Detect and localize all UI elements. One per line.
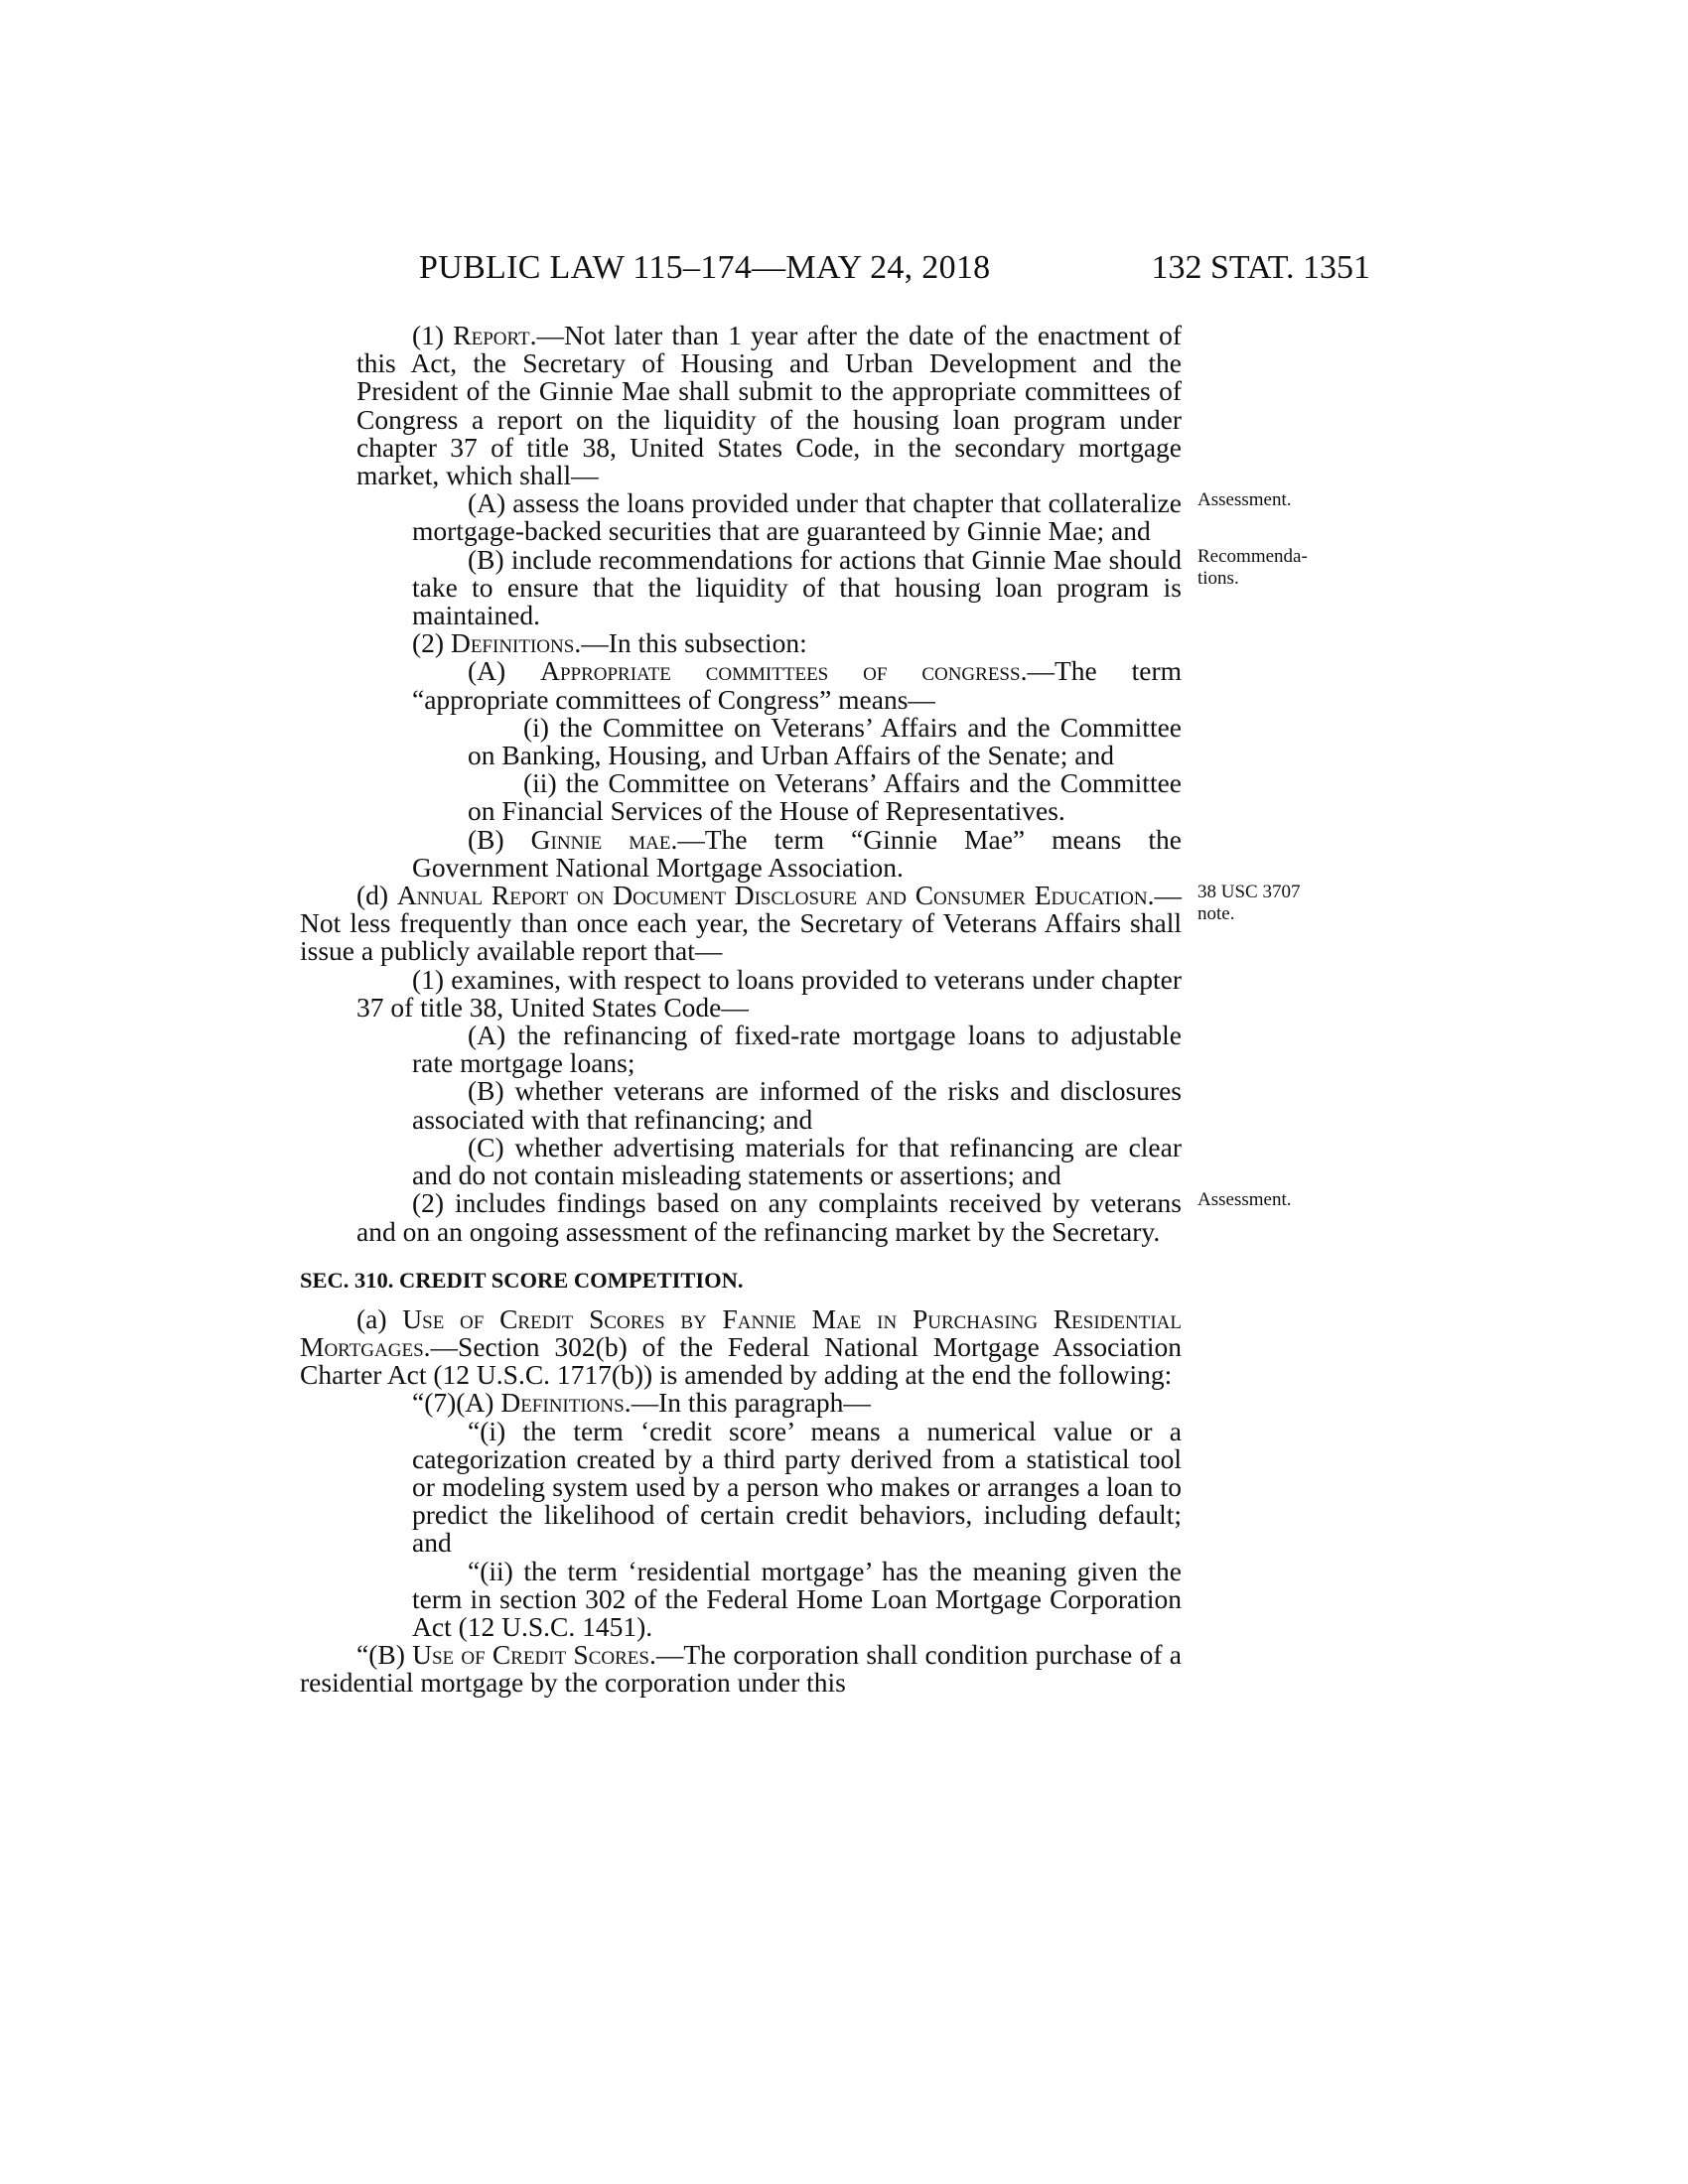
paragraph-definitions: (2) Definitions.—In this subsection: bbox=[412, 627, 807, 659]
header-citation: PUBLIC LAW 115–174—MAY 24, 2018 bbox=[419, 249, 991, 286]
running-header bbox=[419, 246, 1370, 290]
quoted-paragraph-definitions: “(7)(A) Definitions.—In this paragraph— bbox=[412, 1387, 871, 1419]
subparagraph-assess: (A) assess the loans provided under that chapter that collateralize mortgage-backed securities that are guaranteed by Ginnie Mae; and Assessment. bbox=[300, 489, 1182, 545]
statute-body bbox=[300, 320, 1308, 1699]
quoted-clause-residential-mortgage: “(ii) the term ‘residential mortgage’ has the meaning given the term in section 302 of the Federal Home Loan Mortgage Corporation Act (12 U.S.C. 1451). bbox=[412, 1555, 1182, 1642]
heading-report: Report bbox=[453, 320, 530, 350]
subsection-use-of-credit-scores: (a) Use of Credit Scores by Fannie Mae in Purchasing Residential Mortgages.—Section 302(b) of the Federal National Mortgage Association Charter Act (12 U.S.C. 1717(b)) is amended by adding at the end the following: bbox=[300, 1302, 1182, 1391]
margin-note-assessment: Assessment. bbox=[1197, 489, 1292, 511]
heading-definitions: Definitions bbox=[450, 627, 575, 659]
subparagraph-informed: (B) whether veterans are informed of the risks and disclosures associated with that refinancing; and bbox=[412, 1075, 1182, 1135]
paragraph-findings: (2) includes findings based on any complaints received by veterans and on an ongoing assessment of the refinancing market by the Secretary. Assessment. bbox=[300, 1189, 1182, 1245]
quoted-subparagraph-use-of-credit-scores: “(B) Use of Credit Scores.—The corporation shall condition purchase of a residential mortgage by the corporation under this bbox=[300, 1639, 1182, 1699]
header-page-number: 132 STAT. 1351 bbox=[1151, 249, 1370, 286]
section-heading: SEC. 310. CREDIT SCORE COMPETITION. bbox=[300, 1267, 744, 1293]
subparagraph-ginnie-mae: (B) Ginnie mae.—The term “Ginnie Mae” means the Government National Mortgage Association. bbox=[412, 823, 1182, 883]
subsection-annual-report: (d) Annual Report on Document Disclosure and Consumer Education.—Not less frequently than once each year, the Secretary of Veterans Affairs shall issue a publicly available report that— 38 USC 3707 note. bbox=[300, 882, 1182, 966]
clause-senate-committees: (i) the Committee on Veterans’ Affairs and the Committee on Banking, Housing, and Urban Affairs of the Senate; and bbox=[468, 711, 1182, 771]
subparagraph-advertising: (C) whether advertising materials for that refinancing are clear and do not contain misleading statements or assertions; and bbox=[412, 1131, 1182, 1191]
heading-annual-report: Annual Report on Document Disclosure and Consumer Education bbox=[396, 880, 1148, 911]
paragraph-report: (1) Report.—Not later than 1 year after the date of the enactment of this Act, the Secretary of Housing and Urban Development and the President of the Ginnie Mae shall submit to the appropriate committees of Congress a report on the liquidity of the housing loan program under chapter 37 of title 38, United States Code, in the secondary mortgage market, which shall— bbox=[356, 320, 1182, 491]
margin-note-usc-citation: 38 USC 3707 note. bbox=[1197, 882, 1301, 925]
subparagraph-recommendations: (B) include recommendations for actions that Ginnie Mae should take to ensure that the liquidity of that housing loan program is maintained. Recommenda- tions. bbox=[300, 546, 1182, 630]
margin-note-recommendations: Recommenda- tions. bbox=[1197, 545, 1308, 589]
clause-house-committees: (ii) the Committee on Veterans’ Affairs and the Committee on Financial Services of the House of Representatives. bbox=[468, 767, 1182, 827]
heading-ginnie-mae: Ginnie mae bbox=[530, 823, 671, 855]
heading-quoted-definitions: Definitions bbox=[500, 1387, 625, 1419]
quoted-clause-credit-score: “(i) the term ‘credit score’ means a numerical value or a categorization created by a third party derived from a statistical tool or modeling system used by a person who makes or arranges a loan to predict the likelihood of certain credit behaviors, including default; and bbox=[412, 1415, 1182, 1559]
margin-note-assessment-2: Assessment. bbox=[1197, 1189, 1292, 1211]
heading-appropriate-committees: Appropriate committees of congress bbox=[540, 655, 1021, 687]
subparagraph-appropriate-committees: (A) Appropriate committees of congress.—The term “appropriate committees of Congress” means— bbox=[412, 655, 1182, 715]
paragraph-examines: (1) examines, with respect to loans provided to veterans under chapter 37 of title 38, United States Code— bbox=[356, 963, 1182, 1023]
heading-quoted-use-of-credit-scores: Use of Credit Scores bbox=[412, 1639, 649, 1671]
heading-use-of-credit-scores-fannie: Use of Credit Scores by Fannie Mae in Purchasing Residential Mortgages bbox=[300, 1302, 1182, 1362]
subparagraph-refinancing: (A) the refinancing of fixed-rate mortgage loans to adjustable rate mortgage loans; bbox=[412, 1020, 1182, 1079]
